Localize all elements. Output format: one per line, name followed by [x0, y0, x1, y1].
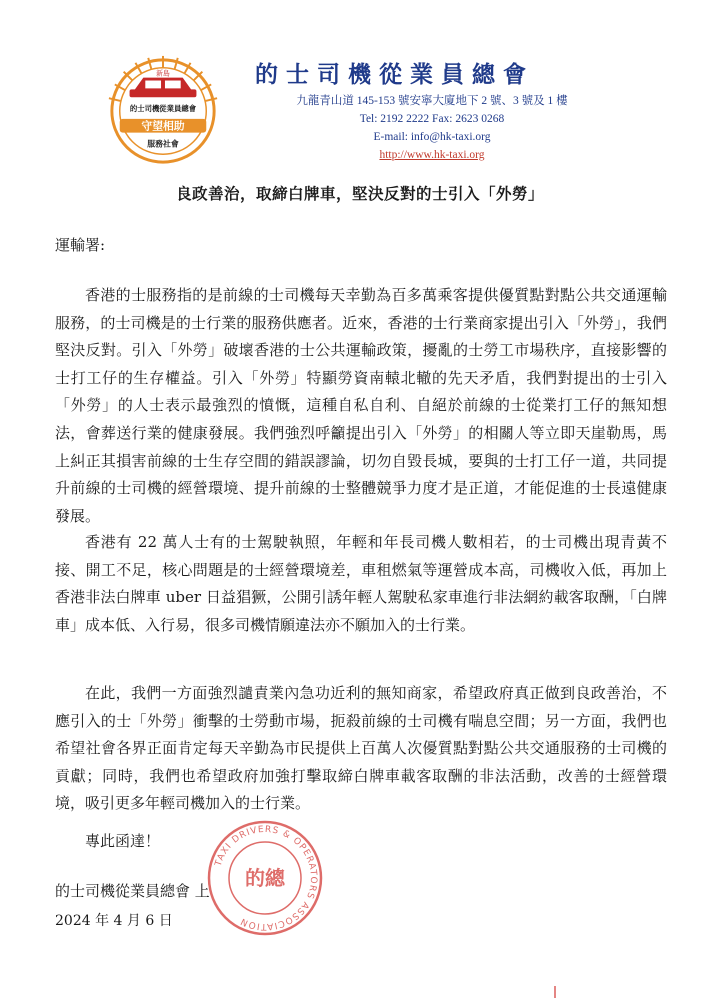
letter-date: 2024 年 4 月 6 日 [55, 913, 173, 929]
address: 九龍青山道 145-153 號安寧大廈地下 2 號、3 號及 1 樓 [296, 95, 568, 107]
seal-ring-text: TAXI DRIVERS & OPERATORS ASSOCIATION [213, 824, 319, 932]
salutation: 運輸署: [55, 236, 106, 254]
association-logo [104, 52, 222, 170]
closing-remark: 專此函達！ [85, 832, 161, 850]
email: E-mail: info@hk-taxi.org [373, 131, 491, 143]
signature: 的士司機從業員總會 上 [55, 882, 210, 900]
paragraph-3: 在此，我們一方面強烈譴責業內急功近利的無知商家，希望政府真正做到良政善治，不應引入的士「外勞」衝擊的士勞動市場，扼殺前線的士司機有喘息空間；另一方面，我們也希望社會各界正面肯定每天辛勤為市民提供上百萬人次優質點對點公共交通服務的士司機的貢獻；同時，我們也希望政府加強打擊取締白牌車載客取酬的非法活動，改善的士經營環境，吸引更多年輕司機加入的士行業。 [55, 684, 667, 813]
taxi-icon [130, 69, 197, 98]
logo-banner-text: 守望相助 [141, 119, 185, 133]
letterhead [0, 0, 720, 170]
logo-middle-text: 的士司機從業員總會 [129, 104, 197, 113]
logo-bottom-text: 服務社會 [147, 139, 179, 149]
paragraph-2: 香港有 22 萬人士有的士駕駛執照，年輕和年長司機人數相若，的士司機出現青黃不接、開工不足，核心問題是的士經營環境差，車租燃氣等運營成本高，司機收入低，再加上香港非法白牌車 uber 日益猖獗，公開引誘年輕人駕駛私家車進行非法網約載客取酬，「白牌車」成本低、入行易，很多司機情願違法亦不願加入的士行業。 [55, 533, 667, 634]
paragraph-1: 香港的士服務指的是前線的士司機每天幸勤為百多萬乘客提供優質點對點公共交通運輸服務，的士司機是的士行業的服務供應者。近來，香港的士行業商家提出引入「外勞」，我們堅決反對。引入「外勞」破壞香港的士公共運輸政策，擾亂的士勞工市場秩序，直接影響的士打工仔的生存權益。引入「外勞」特顯勞資南轅北轍的先天矛盾，我們對提出的士引入「外勞」的人士表示最強烈的憤慨，這種自私自利、自絕於前線的士從業打工仔的無知想法，會葬送行業的健康發展。我們強烈呼籲提出引入「外勞」的相關人等立即天崖勒馬，馬上糾正其損害前線的士生存空間的錯誤謬論，切勿自毀長城，要與的士打工仔一道，共同提升前線的士司機的經營環境、提升前線的士整體競爭力度才是正道，才能促進的士長遠健康發展。 [55, 286, 667, 525]
seal-center-text: 的總 [245, 866, 285, 890]
logo-top-text: 新島 [156, 69, 170, 78]
organization-title: 的士司機從業員總會 [255, 62, 534, 88]
phone-fax: Tel: 2192 2222 Fax: 2623 0268 [359, 113, 505, 125]
pen-mark-icon [548, 985, 562, 999]
association-seal-icon [205, 818, 325, 938]
organization-contact-info [232, 92, 632, 164]
website-link[interactable]: http://www.hk-taxi.org [379, 149, 485, 161]
letter-headline: 良政善治，取締白牌車，堅決反對的士引入「外勞」 [175, 184, 544, 203]
